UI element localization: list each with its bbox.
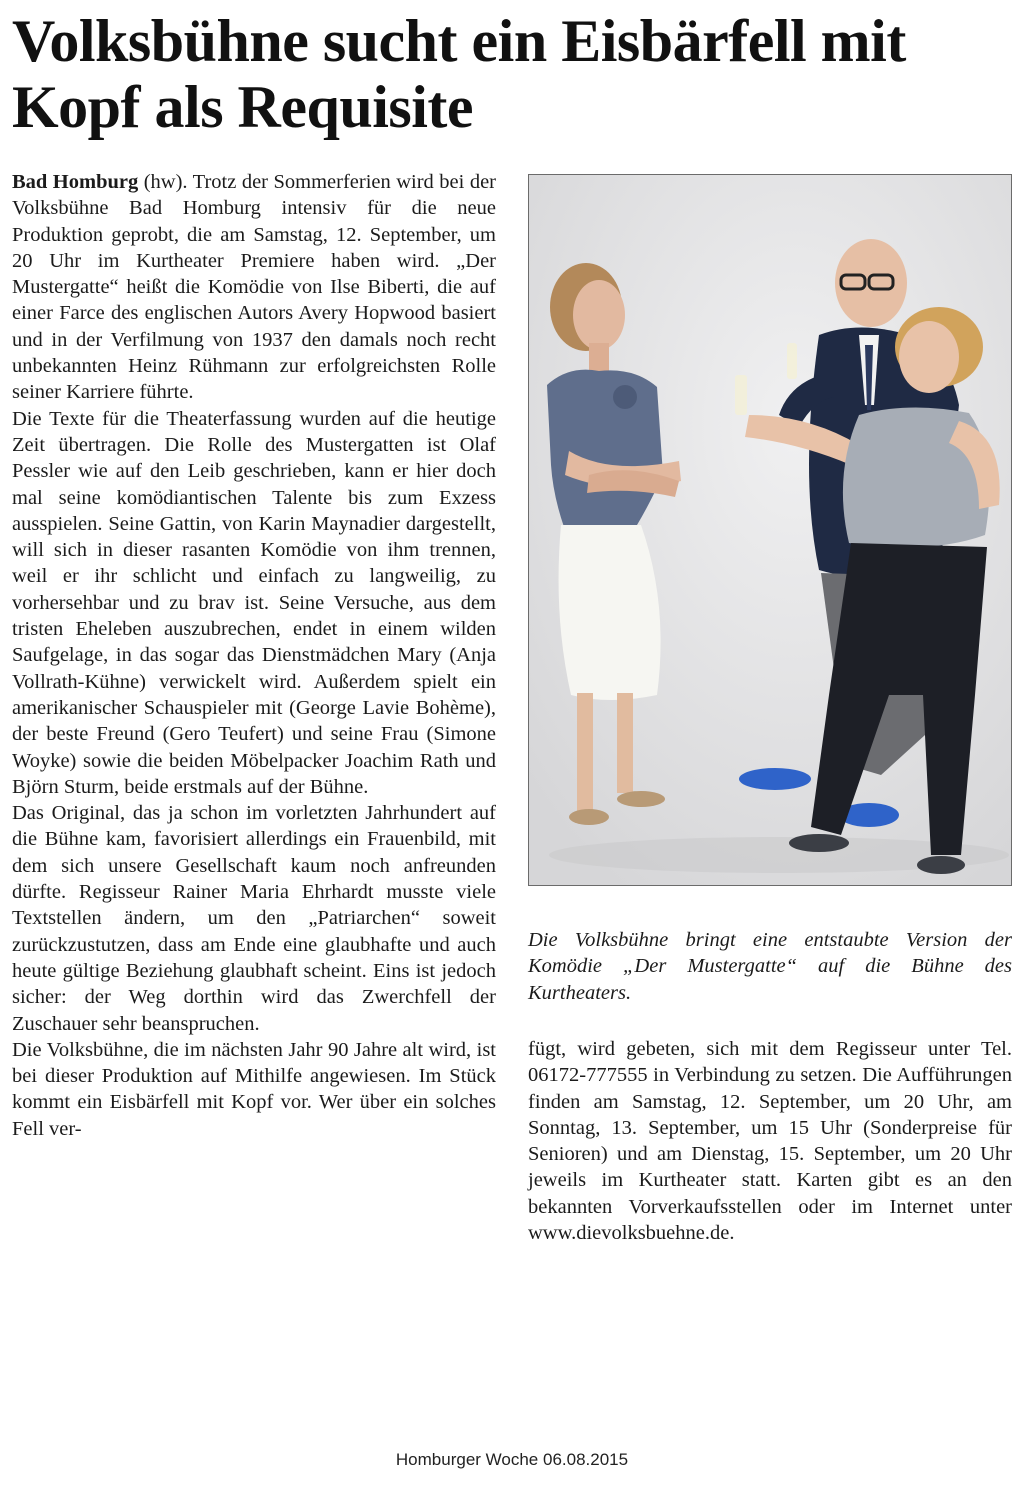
article-left-column <box>12 169 496 1142</box>
article-paragraph: Die Texte für die Theaterfassung wurden auf die heutige Zeit übertragen. Die Rolle des Mustergatten ist Olaf Pessler wie auf den Leib geschrieben, kann er hier doch mal seine komödiantischen Talente bis zum Exzess ausspielen. Seine Gattin, von Karin Maynadier dargestellt, will sich in dieser rasanten Komödie von ihm trennen, weil er ihr schlicht und einfach zu langweilig, zu vorhersehbar und zu brav ist. Seine Versuche, aus dem tristen Eheleben auszubrechen, endet in einem wilden Saufgelage, in das sogar das Dienstmädchen Mary (Anja Vollrath-Kühne) verwickelt wird. Außerdem spielt ein amerikanischer Schauspieler mit (George Lavie Bohème), der beste Freund (Gero Teufert) und seine Frau (Simone Woyke) sowie die beiden Möbelpacker Joachim Rath und Björn Sturm, beide erstmals auf der Bühne. <box>12 407 496 798</box>
photo-caption: Die Volksbühne bringt eine entstaubte Version der Komödie „Der Mustergatte“ auf die Bühne des Kurtheaters. <box>528 929 1012 1004</box>
article-paragraph: Das Original, das ja schon im vorletzten Jahrhundert auf die Bühne kam, favorisiert allerdings ein Frauenbild, mit dem sich unsere Gesellschaft kaum noch anfreunden dürfte. Regisseur Rainer Maria Ehrhardt musste viele Textstellen ändern, um den „Patriarchen“ soweit zurückzustutzen, dass am Ende eine glaubhafte und auch heute gültige Beziehung glaubhaft scheint. Eins ist jedoch sicher: der Weg dorthin wird das Zwerchfell der Zuschauer sehr beanspruchen. <box>12 802 496 1035</box>
dateline: Bad Homburg <box>12 171 139 193</box>
article-right-column <box>528 1036 1012 1246</box>
article-photo <box>528 174 1012 886</box>
source-line: Homburger Woche 06.08.2015 <box>395 1450 629 1469</box>
article-headline: Volksbühne sucht ein Eisbärfell mit Kopf als Requisite <box>12 8 906 140</box>
theater-cast-photo-icon <box>529 175 1012 886</box>
article-paragraph <box>12 169 496 406</box>
paragraph-text: (hw). Trotz der Sommerferien wird bei der Volksbühne Bad Homburg intensiv für die neue Produktion geprobt, die am Samstag, 12. September, um 20 Uhr im Kurtheater Premiere haben wird. „Der Mustergatte“ heißt die Komödie von Ilse Biberti, die auf einer Farce des englischen Autors Avery Hopwood basiert und in der Verfilmung von 1937 den damals noch recht unbekannten Heinz Rühmann zur erfolgreichsten Rolle seiner Karriere führte. <box>12 171 496 404</box>
article-paragraph: Die Volksbühne, die im nächsten Jahr 90 Jahre alt wird, ist bei dieser Produktion auf Mithilfe angewiesen. Im Stück kommt ein Eisbärfell mit Kopf vor. Wer über ein solches Fell ver- <box>12 1038 496 1140</box>
article-paragraph: fügt, wird gebeten, sich mit dem Regisseur unter Tel. 06172-777555 in Verbindung zu setzen. Die Aufführungen finden am Samstag, 12. September, um 20 Uhr, am Sonntag, 13. September, um 15 Uhr (Sonderpreise für Senioren) und am Dienstag, 15. September, um 20 Uhr jeweils im Kurtheater statt. Karten gibt es an den bekannten Vorverkaufsstellen oder im Internet unter www.dievolksbuehne.de. <box>528 1038 1012 1245</box>
